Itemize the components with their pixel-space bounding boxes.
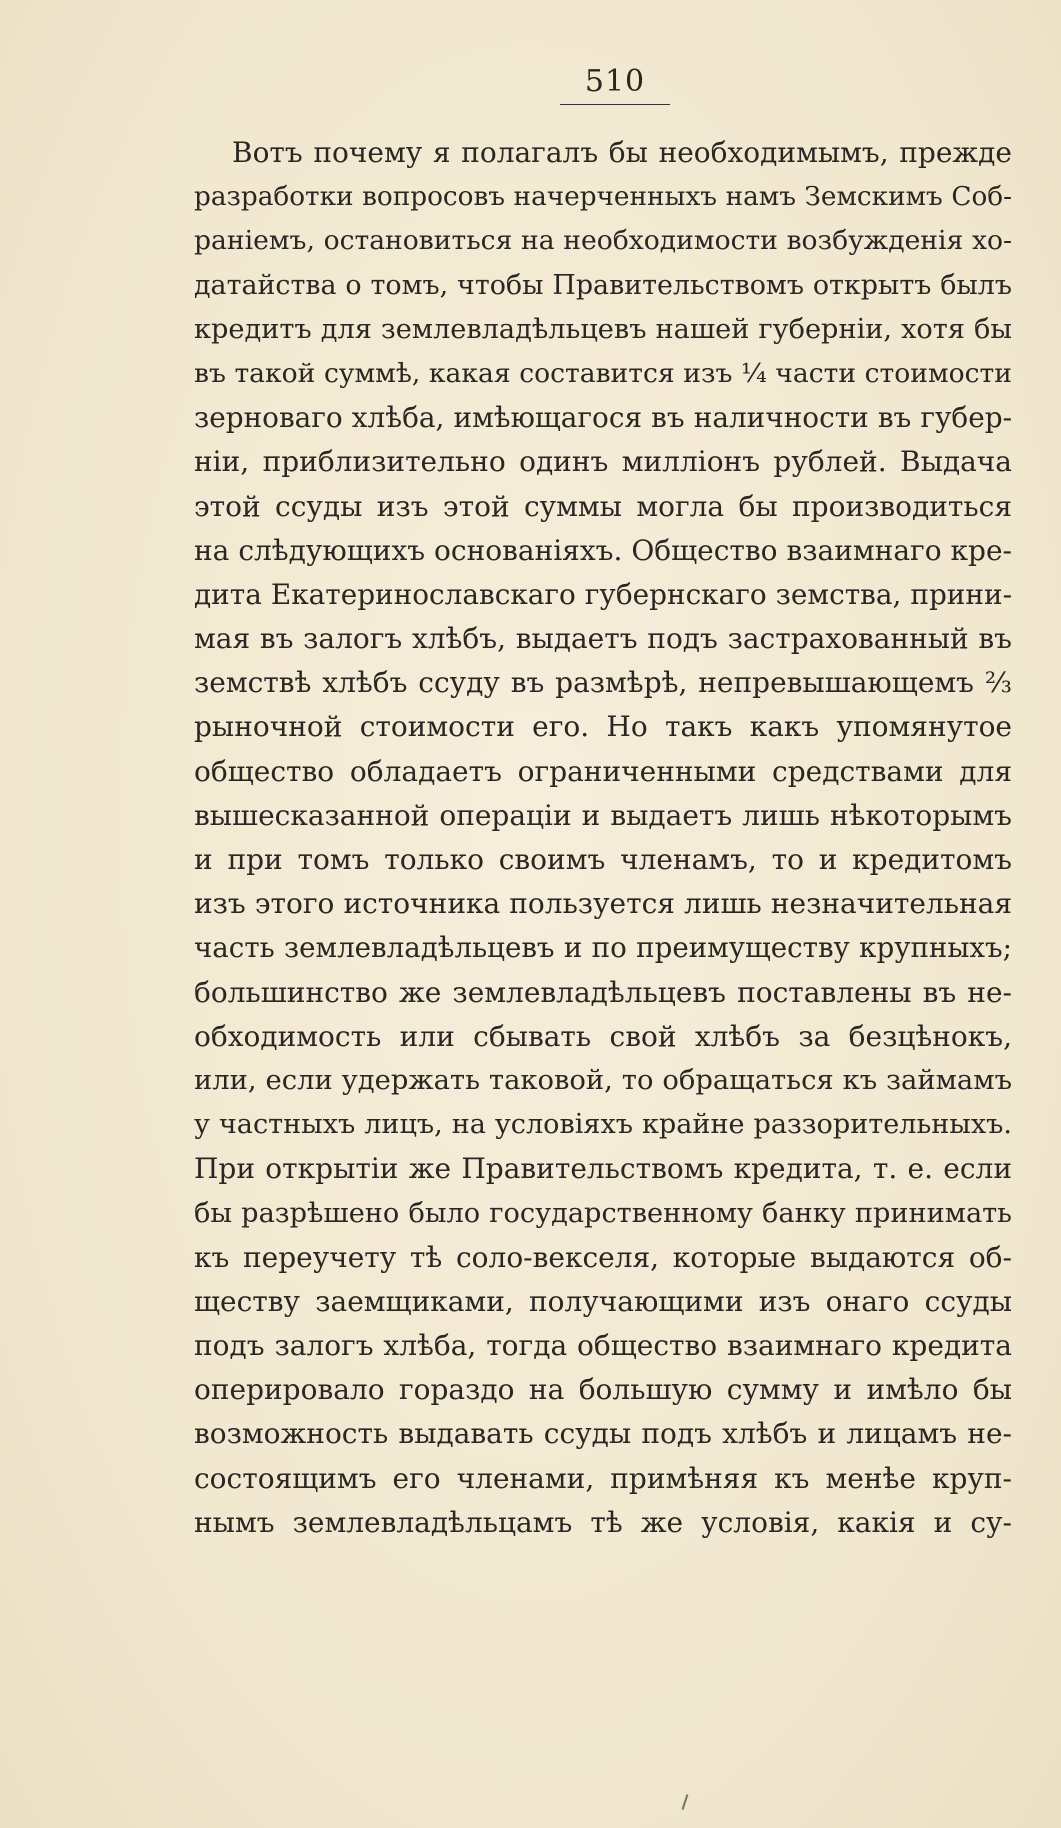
text-line: ніи, приблизительно одинъ милліонъ рублей. Выдача [194, 445, 1012, 479]
text-line: часть землевладѣльцевъ и по преимуществу крупныхъ; [194, 931, 1012, 965]
text-line: въ такой суммѣ, какая составится изъ ¼ части стоимости [194, 357, 1012, 389]
text-line: или, если удержать таковой, то обращаться къ займамъ [194, 1064, 1012, 1096]
text-line: зерноваго хлѣба, имѣющагося въ наличности въ губер- [194, 401, 1012, 435]
text-line: мая въ залогъ хлѣбъ, выдаетъ подъ застрахованный въ [194, 622, 1012, 656]
body-text [194, 131, 1012, 1545]
text-line: нымъ землевладѣльцамъ тѣ же условія, какія и су- [194, 1505, 1012, 1539]
text-line: возможность выдавать ссуды подъ хлѣбъ и лицамъ не- [194, 1417, 1012, 1451]
text-line: изъ этого источника пользуется лишь незначительная [194, 887, 1012, 921]
text-line: большинство же землевладѣльцевъ поставлены въ не- [194, 975, 1012, 1009]
page-number-underline [560, 104, 670, 105]
text-line: рыночной стоимости его. Но такъ какъ упомянутое [194, 710, 1012, 744]
text-line: на слѣдующихъ основаніяхъ. Общество взаимнаго кре- [194, 533, 1012, 567]
text-line: разработки вопросовъ начерченныхъ намъ Земскимъ Соб- [194, 182, 1012, 213]
text-line: ществу заемщиками, получающими изъ онаго ссуды [194, 1284, 1012, 1318]
text-line: состоящимъ его членами, примѣняя къ менѣе круп- [194, 1461, 1012, 1495]
text-line: подъ залогъ хлѣба, тогда общество взаимнаго кредита [194, 1329, 1012, 1363]
text-line: оперировало гораздо на большую сумму и имѣло бы [194, 1373, 1012, 1407]
text-line: раніемъ, остановиться на необходимости возбужденія хо- [194, 225, 1012, 257]
text-line: у частныхъ лицъ, на условіяхъ крайне раззорительныхъ. [194, 1109, 1012, 1141]
text-line: вышесказанной операціи и выдаетъ лишь нѣкоторымъ [194, 798, 1012, 832]
text-line: При открытіи же Правительствомъ кредита, т. е. если [194, 1152, 1012, 1186]
text-line: бы разрѣшено было государственному банку принимать [194, 1197, 1012, 1229]
text-line: и при томъ только своимъ членамъ, то и кредитомъ [194, 843, 1012, 876]
text-line: къ переучету тѣ соло-векселя, которые выдаются об- [194, 1240, 1012, 1274]
text-line: обходимость или сбывать свой хлѣбъ за безцѣнокъ, [194, 1019, 1012, 1053]
text-line: этой ссуды изъ этой суммы могла бы производиться [194, 489, 1012, 523]
page-number: 510 [584, 64, 646, 99]
pencil-mark [682, 1794, 689, 1810]
text-line: кредитъ для землевладѣльцевъ нашей губерніи, хотя бы [194, 313, 1012, 345]
text-line: датайства о томъ, чтобы Правительствомъ открытъ былъ [194, 269, 1012, 301]
text-line: земствѣ хлѣбъ ссуду въ размѣрѣ, непревышающемъ ⅔ [194, 666, 1012, 700]
text-line: общество обладаетъ ограниченными средствами для [194, 754, 1012, 788]
text-line: дита Екатеринославскаго губернскаго земства, прини- [194, 577, 1012, 611]
text-line: Вотъ почему я полагалъ бы необходимымъ, прежде [232, 136, 1012, 169]
